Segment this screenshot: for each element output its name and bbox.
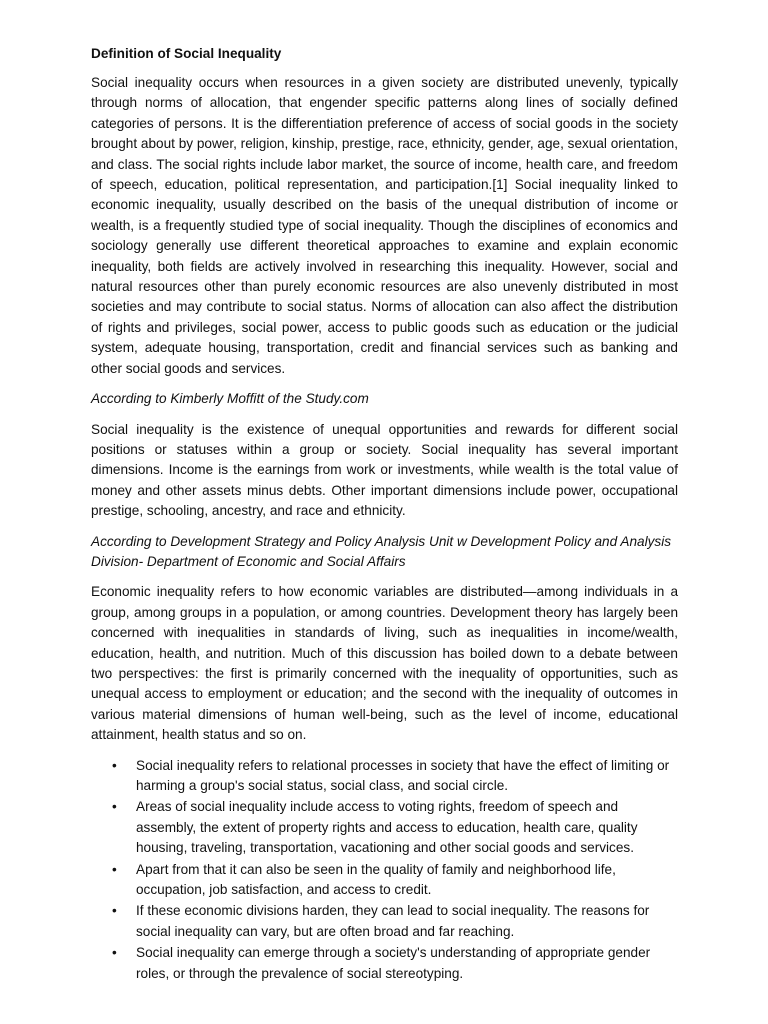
section-heading: Definition of Social Inequality (91, 46, 282, 61)
economic-inequality-paragraph: Economic inequality refers to how economic variables are distributed—among individuals in a group, among groups in a population, or among countries. Development theory has largely been concerned with inequalities in standards of living, such as inequalities in income/wealth, education, health, and nutrition. Much of this discussion has boiled down to a debate between two perspectives: the first is primarily concerned with the inequality of opportunities, such as unequal access to employment or education; and the second with the inequality of outcomes in various material dimensions of human well-being, such as the level of income, educational attainment, health status and so on. (91, 584, 678, 743)
list-item (91, 860, 678, 901)
bullet-list (91, 756, 678, 984)
document-page (91, 44, 678, 985)
list-item (91, 797, 678, 858)
list-item-text: Areas of social inequality include access to voting rights, freedom of speech and assembly, the extent of property rights and access to education, health care, quality housing, traveling, transportation, vacationing and other social goods and services. (136, 799, 638, 856)
bullet-icon: • (112, 945, 117, 961)
list-item (91, 756, 678, 797)
moffitt-paragraph: Social inequality is the existence of unequal opportunities and rewards for different social positions or statuses within a group or society. Social inequality has several important dimensions. Income is the earnings from work or investments, while wealth is the total value of money and other assets minus debts. Other important dimensions include power, occupational prestige, schooling, ancestry, and race and ethnicity. (91, 421, 678, 519)
list-item (91, 943, 678, 984)
list-item-text: Social inequality refers to relational processes in society that have the effect of limiting or harming a group's social status, social class, and social circle. (136, 757, 670, 793)
list-item (91, 901, 678, 942)
definition-paragraph: Social inequality occurs when resources in a given society are distributed unevenly, typically through norms of allocation, that engender specific patterns along lines of socially defined categories of persons. It is the differentiation preference of access of social goods in the society brought about by power, religion, kinship, prestige, race, ethnicity, gender, age, sexual orientation, and class. The social rights include labor market, the source of income, health care, and freedom of speech, education, political representation, and participation.[1] Social inequality linked to economic inequality, usually described on the basis of the unequal distribution of income or wealth, is a frequently studied type of social inequality. Though the disciplines of economics and sociology generally use different theoretical approaches to examine and explain economic inequality, both fields are actively involved in researching this inequality. However, social and natural resources other than purely economic resources are also unevenly distributed in most societies and may contribute to social status. Norms of allocation can also affect the distribution of rights and privileges, social power, access to public goods such as education or the judicial system, adequate housing, transportation, credit and financial services such as banking and other social goods and services. (91, 75, 678, 376)
bullet-icon: • (112, 861, 117, 877)
attribution-desa: According to Development Strategy and Policy Analysis Unit w Development Policy and Analysis Division- Department of Economic and Social Affairs (91, 533, 672, 569)
bullet-icon: • (112, 903, 117, 919)
list-item-text: Apart from that it can also be seen in the quality of family and neighborhood life, occupation, job satisfaction, and access to credit. (136, 861, 616, 898)
list-item-text: If these economic divisions harden, they can lead to social inequality. The reasons for social inequality can vary, but are often broad and far reaching. (136, 903, 650, 939)
bullet-icon: • (112, 799, 117, 815)
bullet-icon: • (112, 757, 117, 773)
attribution-moffitt: According to Kimberly Moffitt of the Study.com (91, 391, 369, 407)
list-item-text: Social inequality can emerge through a society's understanding of appropriate gender roles, or through the prevalence of social stereotyping. (136, 945, 651, 981)
